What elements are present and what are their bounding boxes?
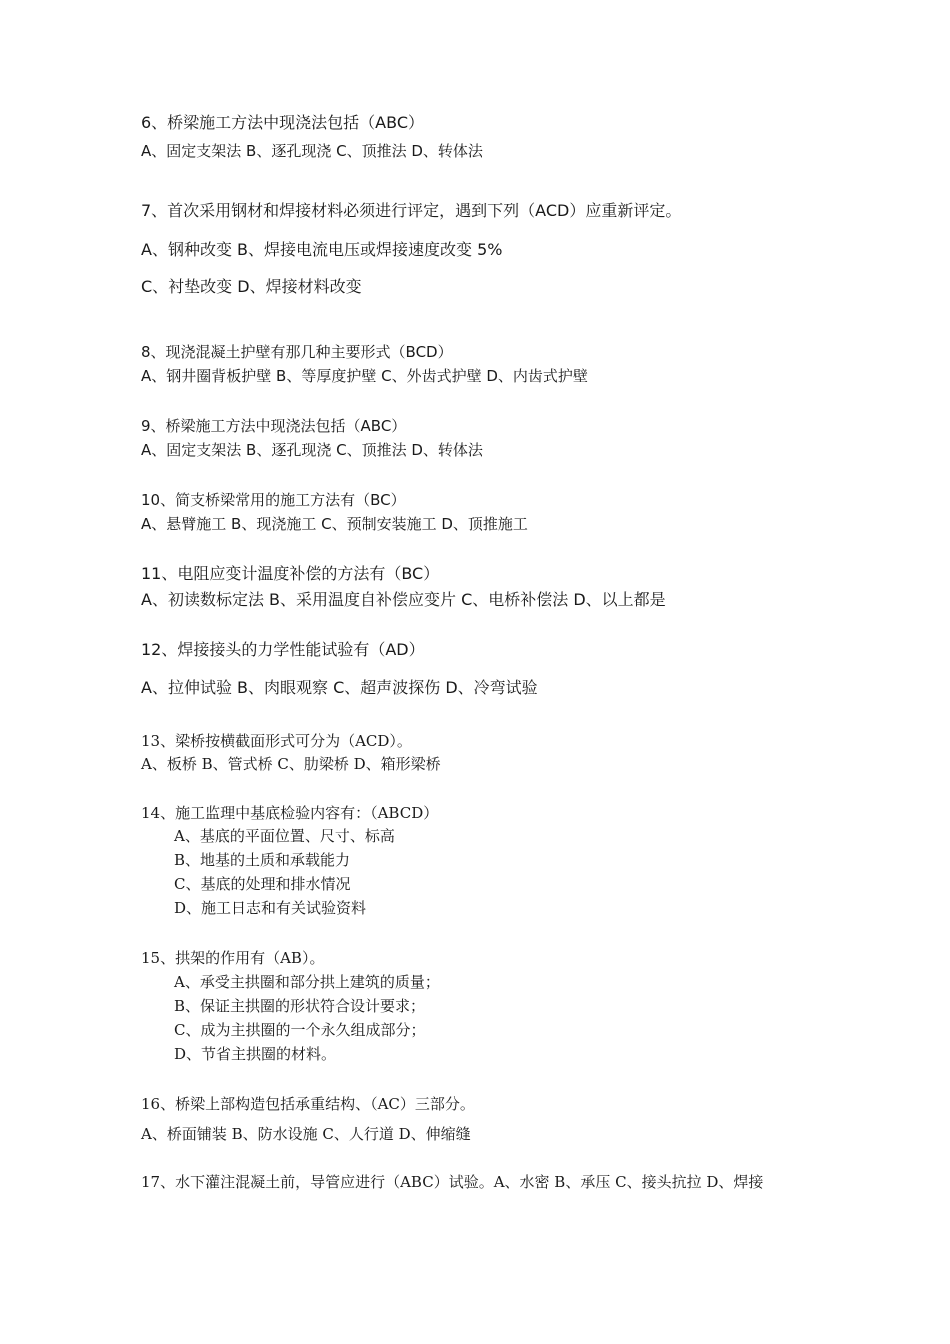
question-14-option-d: D、施工日志和有关试验资料 bbox=[174, 899, 367, 917]
question-6-options: A、固定支架法 B、逐孔现浇 C、顶推法 D、转体法 bbox=[141, 142, 483, 160]
question-11-stem: 11、电阻应变计温度补偿的方法有（BC） bbox=[141, 564, 440, 583]
question-10-stem: 10、简支桥梁常用的施工方法有（BC） bbox=[141, 491, 406, 509]
question-14-option-c: C、基底的处理和排水情况 bbox=[174, 875, 351, 893]
question-10-options: A、悬臂施工 B、现浇施工 C、预制安装施工 D、顶推施工 bbox=[141, 515, 528, 533]
question-15-stem: 15、拱架的作用有（AB）。 bbox=[141, 949, 325, 967]
question-15-option-a: A、承受主拱圈和部分拱上建筑的质量； bbox=[174, 973, 440, 991]
question-15-option-b: B、保证主拱圈的形状符合设计要求； bbox=[174, 997, 426, 1015]
question-7-stem: 7、首次采用钢材和焊接材料必须进行评定，遇到下列（ACD）应重新评定。 bbox=[141, 201, 682, 220]
question-15-option-d: D、节省主拱圈的材料。 bbox=[174, 1045, 337, 1063]
question-12-options: A、拉伸试验 B、肉眼观察 C、超声波探伤 D、冷弯试验 bbox=[141, 678, 538, 697]
question-6-stem: 6、桥梁施工方法中现浇法包括（ABC） bbox=[141, 113, 424, 132]
question-13-options: A、板桥 B、管式桥 C、肋梁桥 D、箱形梁桥 bbox=[141, 755, 441, 773]
question-7-options-line1: A、钢种改变 B、焊接电流电压或焊接速度改变 5% bbox=[141, 240, 503, 259]
question-9-stem: 9、桥梁施工方法中现浇法包括（ABC） bbox=[141, 417, 407, 435]
question-9-options: A、固定支架法 B、逐孔现浇 C、顶推法 D、转体法 bbox=[141, 441, 483, 459]
question-15-option-c: C、成为主拱圈的一个永久组成部分； bbox=[174, 1021, 426, 1039]
question-12-stem: 12、焊接接头的力学性能试验有（AD） bbox=[141, 640, 425, 659]
question-17-stem: 17、水下灌注混凝土前，导管应进行（ABC）试验。A、水密 B、承压 C、接头抗拉 D、焊接 bbox=[141, 1173, 764, 1191]
question-16-stem: 16、桥梁上部构造包括承重结构、（AC）三部分。 bbox=[141, 1095, 475, 1113]
question-8-stem: 8、现浇混凝土护壁有那几种主要形式（BCD） bbox=[141, 343, 453, 361]
question-14-option-a: A、基底的平面位置、尺寸、标高 bbox=[174, 827, 395, 845]
question-8-options: A、钢井圈背板护壁 B、等厚度护壁 C、外齿式护壁 D、内齿式护壁 bbox=[141, 367, 588, 385]
question-14-stem: 14、施工监理中基底检验内容有：（ABCD） bbox=[141, 804, 439, 822]
question-11-options: A、初读数标定法 B、采用温度自补偿应变片 C、电桥补偿法 D、以上都是 bbox=[141, 590, 666, 609]
question-13-stem: 13、梁桥按横截面形式可分为（ACD）。 bbox=[141, 732, 412, 750]
question-14-option-b: B、地基的土质和承载能力 bbox=[174, 851, 351, 869]
question-7-options-line2: C、衬垫改变 D、焊接材料改变 bbox=[141, 277, 362, 296]
question-16-options: A、桥面铺装 B、防水设施 C、人行道 D、伸缩缝 bbox=[141, 1125, 471, 1143]
